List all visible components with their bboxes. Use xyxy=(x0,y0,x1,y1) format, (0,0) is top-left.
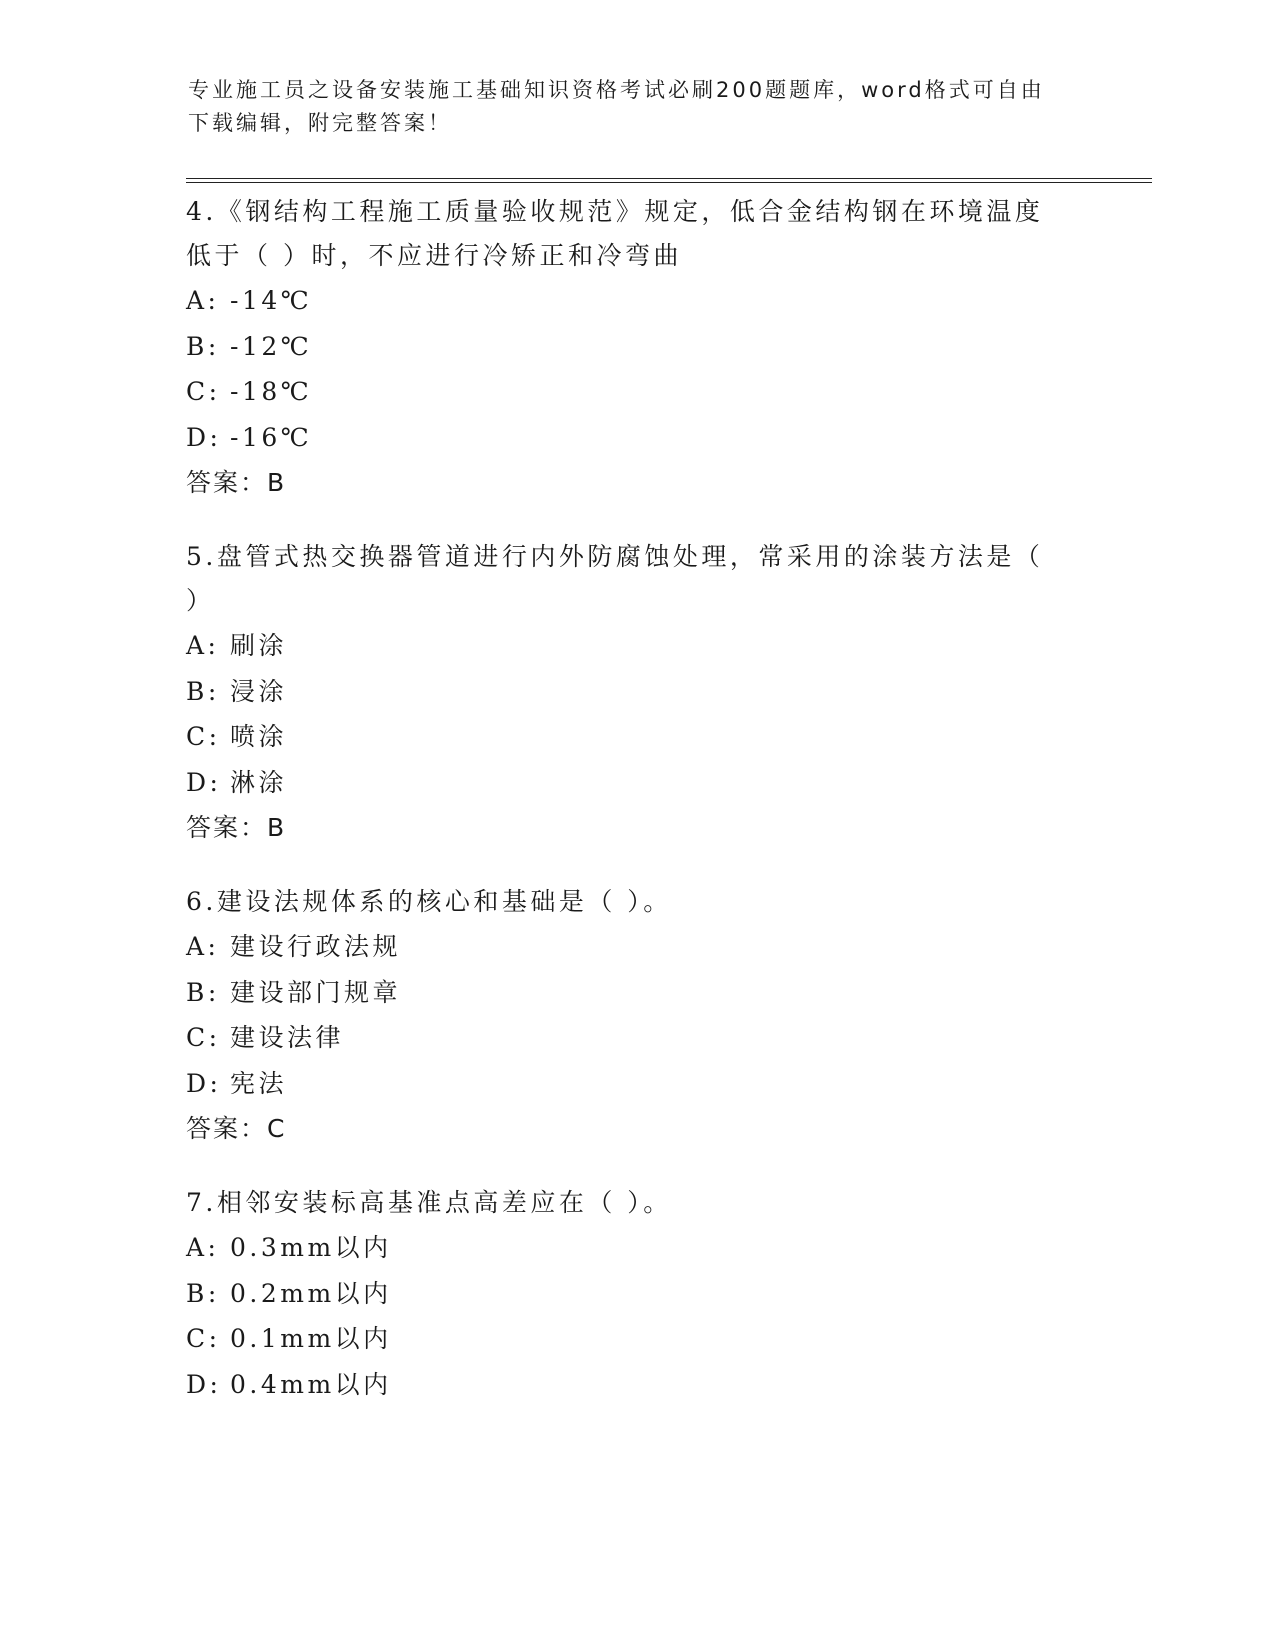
question-stem-line: ） xyxy=(186,586,215,615)
option-letter: D: xyxy=(186,1068,222,1098)
option-letter: B: xyxy=(186,676,220,706)
option-c xyxy=(186,714,1086,760)
question-stem xyxy=(186,535,1086,623)
header-line-1: 专业施工员之设备安装施工基础知识资格考试必刷200题题库，word格式可自由 xyxy=(188,78,1045,102)
option-text: -16℃ xyxy=(230,422,313,452)
answer-line: 答案：B xyxy=(186,813,287,842)
option-d xyxy=(186,415,1086,461)
option-letter: A: xyxy=(186,1233,220,1262)
answer-line: 答案：C xyxy=(186,1114,287,1143)
header-line-2: 下载编辑，附完整答案！ xyxy=(188,111,452,135)
option-letter: C: xyxy=(186,1324,221,1353)
option-text: -14℃ xyxy=(230,286,313,315)
option-b xyxy=(186,669,1086,715)
header-divider-top xyxy=(186,178,1152,179)
question-stem xyxy=(186,880,1086,924)
option-text: 0.2mm以内 xyxy=(230,1278,392,1308)
question-stem-line: 7.相邻安装标高基准点高差应在（ ）。 xyxy=(186,1188,672,1217)
option-text: 淋涂 xyxy=(230,767,288,797)
option-d xyxy=(186,760,1086,806)
question-item xyxy=(186,535,1086,850)
question-stem-line: 4.《钢结构工程施工质量验收规范》规定，低合金结构钢在环境温度 xyxy=(186,197,1044,226)
option-a xyxy=(186,278,1086,324)
option-text: 宪法 xyxy=(230,1068,288,1098)
option-text: -12℃ xyxy=(230,331,313,361)
option-letter: C: xyxy=(186,377,221,406)
option-letter: C: xyxy=(186,722,221,751)
option-text: 喷涂 xyxy=(230,722,288,751)
question-stem xyxy=(186,1181,1086,1225)
header-divider-bottom xyxy=(186,182,1152,183)
question-stem-line: 低于（ ）时，不应进行冷矫正和冷弯曲 xyxy=(186,241,682,270)
option-letter: A: xyxy=(186,932,220,961)
option-letter: C: xyxy=(186,1023,221,1052)
question-item xyxy=(186,1181,1086,1407)
option-text: 0.1mm以内 xyxy=(230,1324,392,1353)
option-text: 浸涂 xyxy=(230,676,288,706)
option-letter: D: xyxy=(186,1369,222,1399)
option-letter: A: xyxy=(186,286,220,315)
option-text: -18℃ xyxy=(230,377,313,406)
option-c xyxy=(186,1015,1086,1061)
option-d xyxy=(186,1061,1086,1107)
option-text: 建设行政法规 xyxy=(230,932,402,961)
option-a xyxy=(186,924,1086,970)
question-stem xyxy=(186,190,1086,278)
question-item xyxy=(186,190,1086,505)
option-letter: B: xyxy=(186,1278,220,1308)
option-letter: B: xyxy=(186,977,220,1007)
document-header xyxy=(188,74,1068,140)
question-item xyxy=(186,880,1086,1151)
option-b xyxy=(186,1271,1086,1317)
option-letter: D: xyxy=(186,422,222,452)
option-text: 建设法律 xyxy=(230,1023,345,1052)
option-b xyxy=(186,324,1086,370)
option-c xyxy=(186,369,1086,415)
option-letter: B: xyxy=(186,331,220,361)
option-text: 刷涂 xyxy=(230,631,288,660)
option-b xyxy=(186,970,1086,1016)
option-text: 0.3mm以内 xyxy=(230,1233,392,1262)
option-a xyxy=(186,1225,1086,1271)
option-text: 建设部门规章 xyxy=(230,977,402,1007)
answer-line: 答案：B xyxy=(186,468,287,497)
option-letter: D: xyxy=(186,767,222,797)
option-c xyxy=(186,1316,1086,1362)
option-d xyxy=(186,1362,1086,1408)
option-a xyxy=(186,623,1086,669)
question-list xyxy=(186,190,1086,1437)
option-text: 0.4mm以内 xyxy=(230,1369,392,1399)
question-stem-line: 6.建设法规体系的核心和基础是（ ）。 xyxy=(186,887,672,916)
option-letter: A: xyxy=(186,631,220,660)
question-stem-line: 5.盘管式热交换器管道进行内外防腐蚀处理，常采用的涂装方法是（ xyxy=(186,542,1044,571)
